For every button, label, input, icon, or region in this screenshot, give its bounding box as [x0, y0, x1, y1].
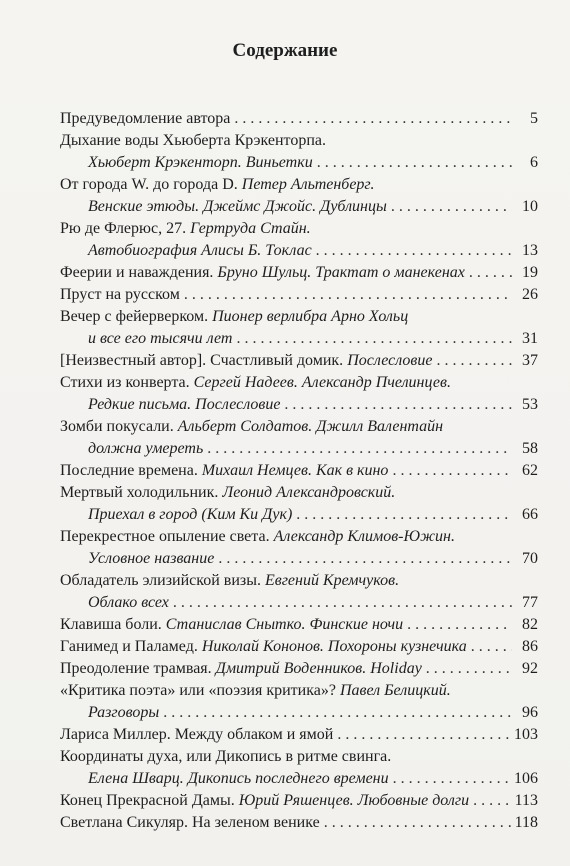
toc-entry-text [60, 132, 326, 150]
toc-leader-dots [337, 726, 510, 744]
toc-page-number: 86 [522, 638, 538, 655]
toc-entry [60, 506, 538, 528]
toc-entry-part: Клавиша боли. [60, 616, 166, 633]
toc-page-number: 62 [522, 462, 538, 479]
toc-page-number: 37 [522, 352, 538, 369]
toc-entry [60, 308, 538, 330]
toc-entry-text [60, 484, 395, 502]
toc-entry-italic-part: Петер Альтенберг. [241, 176, 375, 193]
toc-leader-dots [471, 638, 512, 656]
toc-entry-part: Конец Прекрасной Дамы. [60, 792, 239, 809]
toc-page-number: 77 [522, 594, 538, 611]
toc-entry-part: Обладатель элизийской визы. [60, 572, 265, 589]
toc-entry-text [88, 330, 232, 348]
toc-entry-part: Мертвый холодильник. [60, 484, 223, 501]
toc-entry-italic-part: Приехал в город (Ким Ки Дук) [88, 506, 293, 523]
toc-entry-part: Дыхание воды Хьюберта Крэкенторпа. [60, 132, 326, 149]
toc-entry-part: Последние времена. [60, 462, 202, 479]
toc-entry-text [60, 682, 451, 700]
toc-entry-part: Светлана Сикуляр. На зеленом венике [60, 814, 320, 831]
toc-entry-italic-part: Станислав Снытко. Финские ночи [165, 616, 404, 633]
toc-entry-part: [Неизвестный автор]. Счастливый домик. [60, 352, 348, 369]
page-title: Содержание [232, 40, 338, 61]
toc-entry-italic-part: Послесловие [347, 352, 433, 369]
toc-entry-italic-part: Павел Белицкий. [339, 682, 451, 699]
toc-entry-text [60, 110, 230, 128]
toc-leader-dots [393, 770, 510, 788]
toc-entry-text [88, 594, 169, 612]
toc-entry-part: Рю де Флерюс, 27. [60, 220, 191, 237]
toc-entry [60, 704, 538, 726]
toc-leader-dots [207, 440, 512, 458]
toc-leader-dots [407, 616, 512, 634]
toc-entry [60, 154, 538, 176]
toc-page-number: 70 [522, 550, 538, 567]
toc-leader-dots [234, 110, 512, 128]
toc-entry-part: От города W. до города D. [60, 176, 242, 193]
toc-entry-part: Пруст на русском [60, 286, 180, 303]
toc-entry-italic-part: и все его тысячи лет [88, 330, 233, 347]
toc-page-number: 103 [514, 726, 538, 743]
toc-entry-part: Стихи из конверта. [60, 374, 194, 391]
toc-entry-italic-part: Венские этюды. Джеймс Джойс. Дублинцы [88, 198, 387, 215]
toc-entry-italic-part: Условное название [88, 550, 215, 567]
toc-entry-part: Преодоление трамвая. [60, 660, 216, 677]
toc-page-number: 53 [522, 396, 538, 413]
table-of-contents [60, 110, 538, 836]
toc-entry-italic-part: Разговоры [88, 704, 160, 721]
toc-page-number: 10 [522, 198, 538, 215]
toc-entry-text [88, 198, 387, 216]
toc-entry [60, 594, 538, 616]
toc-leader-dots [236, 330, 512, 348]
toc-entry-text [88, 704, 159, 722]
toc-entry-text [60, 748, 391, 766]
toc-entry-text [88, 550, 214, 568]
toc-entry-italic-part: Бруно Шульц. Трактат о манекенах [217, 264, 465, 281]
toc-entry [60, 396, 538, 418]
toc-entry-italic-part: Леонид Александровский. [222, 484, 396, 501]
toc-entry-italic-part: Николай Кононов. Похороны кузнечика [201, 638, 467, 655]
toc-page-number: 66 [522, 506, 538, 523]
toc-entry-text [60, 462, 388, 480]
toc-entry-text [60, 528, 455, 546]
toc-page-number: 58 [522, 440, 538, 457]
toc-entry [60, 110, 538, 132]
toc-entry-text [60, 176, 374, 194]
toc-page-number: 6 [530, 154, 538, 171]
toc-entry-text [60, 660, 422, 678]
toc-entry-text [88, 440, 203, 458]
toc-page-number: 31 [522, 330, 538, 347]
toc-leader-dots [218, 550, 512, 568]
toc-leader-dots [436, 352, 512, 370]
toc-leader-dots [469, 264, 512, 282]
toc-entry-italic-part: Александр Климов-Южин. [273, 528, 455, 545]
toc-entry [60, 792, 538, 814]
toc-entry-italic-part: Елена Шварц. Дикопись последнего времени [88, 770, 389, 787]
toc-entry [60, 748, 538, 770]
toc-leader-dots [317, 154, 512, 172]
toc-entry-text [60, 286, 180, 304]
toc-leader-dots [324, 814, 511, 832]
toc-entry-part: Зомби покусали. [60, 418, 178, 435]
toc-entry-text [60, 374, 451, 392]
toc-entry-part: Лариса Миллер. Между облаком и ямой [60, 726, 334, 743]
toc-entry [60, 616, 538, 638]
toc-page-number: 96 [522, 704, 538, 721]
toc-entry-text [60, 264, 465, 282]
toc-entry-text [88, 154, 313, 172]
toc-entry [60, 132, 538, 154]
toc-page-number: 106 [514, 770, 538, 787]
toc-entry-text [88, 506, 292, 524]
toc-entry [60, 176, 538, 198]
toc-entry [60, 242, 538, 264]
toc-leader-dots [173, 594, 512, 612]
toc-entry [60, 286, 538, 308]
toc-page-number: 113 [514, 792, 538, 809]
toc-entry [60, 198, 538, 220]
toc-entry [60, 330, 538, 352]
toc-entry-text [60, 792, 469, 810]
toc-entry-text [88, 242, 312, 260]
toc-leader-dots [163, 704, 512, 722]
toc-entry-part: Вечер с фейерверком. [60, 308, 213, 325]
toc-entry-italic-part: Дмитрий Воденников. Holiday [215, 660, 422, 677]
toc-entry-text [60, 352, 432, 370]
toc-leader-dots [296, 506, 512, 524]
toc-entry-italic-part: Евгений Кремчуков. [264, 572, 400, 589]
toc-leader-dots [391, 198, 512, 216]
toc-entry [60, 550, 538, 572]
toc-entry-text [60, 308, 408, 326]
toc-entry [60, 770, 538, 792]
toc-entry [60, 352, 538, 374]
toc-entry-part: «Критика поэта» или «поэзия критика»? [60, 682, 340, 699]
toc-page-number: 5 [530, 110, 538, 127]
toc-entry [60, 528, 538, 550]
toc-leader-dots [473, 792, 510, 810]
toc-page-number: 19 [522, 264, 538, 281]
toc-leader-dots [426, 660, 512, 678]
toc-entry [60, 814, 538, 836]
toc-entry [60, 374, 538, 396]
toc-leader-dots [392, 462, 512, 480]
toc-entry-part: Координаты духа, или Дикопись в ритме свинга. [60, 748, 392, 765]
toc-entry [60, 264, 538, 286]
toc-entry-text [88, 396, 280, 414]
toc-entry-text [88, 770, 389, 788]
toc-entry-text [60, 418, 443, 436]
toc-entry-italic-part: должна умереть [88, 440, 204, 457]
toc-entry-part: Предуведомление автора [60, 110, 231, 127]
toc-entry-text [60, 638, 467, 656]
toc-entry-italic-part: Сергей Надеев. Александр Пчелинцев. [193, 374, 451, 391]
toc-entry-part: Феерии и наваждения. [60, 264, 218, 281]
toc-entry-text [60, 814, 320, 832]
toc-entry [60, 726, 538, 748]
toc-entry [60, 462, 538, 484]
toc-entry-italic-part: Автобиография Алисы Б. Токлас [88, 242, 312, 259]
toc-page-number: 92 [522, 660, 538, 677]
toc-entry [60, 572, 538, 594]
toc-entry-italic-part: Пионер верлибра Арно Хольц [212, 308, 409, 325]
toc-entry-text [60, 726, 333, 744]
toc-page-number: 13 [522, 242, 538, 259]
toc-leader-dots [184, 286, 512, 304]
toc-leader-dots [316, 242, 512, 260]
toc-entry-italic-part: Альберт Солдатов. Джилл Валентайн [177, 418, 444, 435]
toc-entry [60, 682, 538, 704]
toc-page-number: 82 [522, 616, 538, 633]
toc-entry-italic-part: Облако всех [88, 594, 169, 611]
toc-entry-italic-part: Михаил Немцев. Как в кино [201, 462, 389, 479]
toc-entry-italic-part: Гертруда Стайн. [190, 220, 311, 237]
toc-entry [60, 638, 538, 660]
toc-entry-italic-part: Редкие письма. Послесловие [88, 396, 281, 413]
toc-entry-text [60, 616, 403, 634]
toc-entry-italic-part: Юрий Ряшенцев. Любовные долги [238, 792, 470, 809]
toc-entry [60, 484, 538, 506]
toc-entry-part: Перекрестное опыление света. [60, 528, 274, 545]
toc-entry-italic-part: Хьюберт Крэкенторп. Виньетки [88, 154, 313, 171]
toc-entry-text [60, 220, 311, 238]
toc-leader-dots [284, 396, 512, 414]
toc-page-number: 26 [522, 286, 538, 303]
toc-entry [60, 440, 538, 462]
toc-page-number: 118 [514, 814, 538, 831]
toc-entry-text [60, 572, 399, 590]
toc-entry [60, 220, 538, 242]
toc-entry-part: Ганимед и Паламед. [60, 638, 202, 655]
toc-entry [60, 418, 538, 440]
toc-entry [60, 660, 538, 682]
